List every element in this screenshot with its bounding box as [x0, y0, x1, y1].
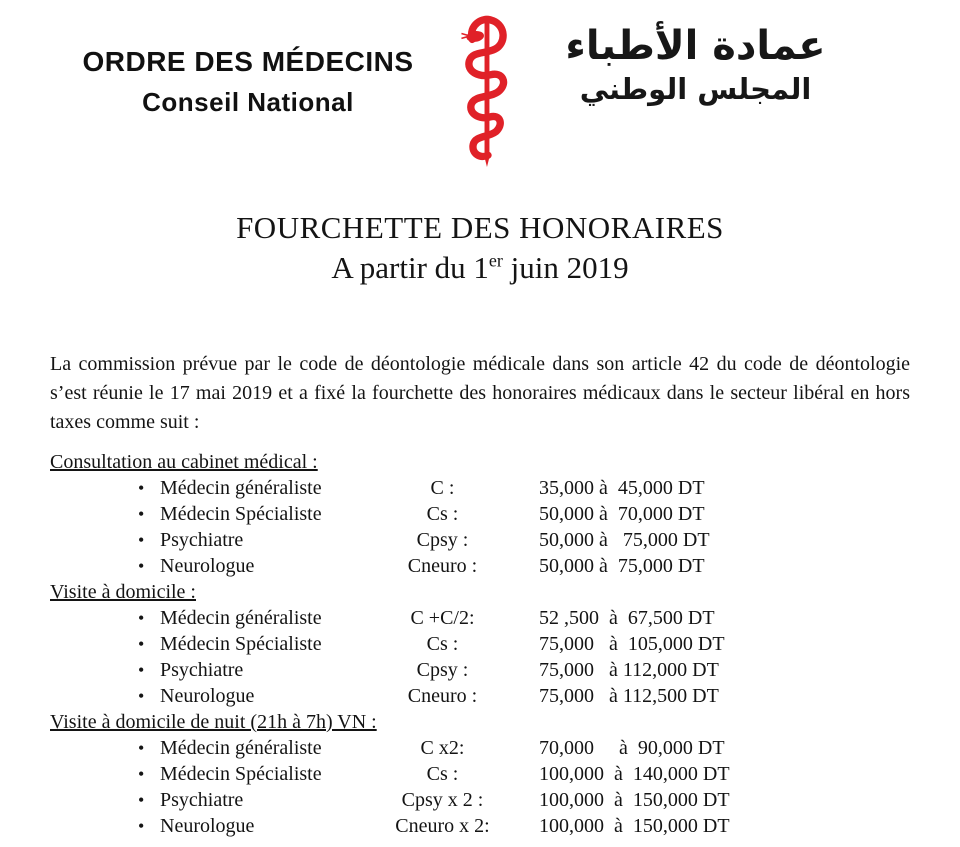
org-name-arabic [538, 22, 853, 106]
fee-range: 52 ,500 à 67,500 DT [539, 607, 715, 629]
fee-code: Cpsy : [416, 659, 469, 681]
practitioner-label: Neurologue [160, 685, 255, 707]
bullet-icon [138, 761, 160, 787]
practitioner-label: Médecin Spécialiste [160, 633, 322, 655]
document-title [0, 210, 960, 286]
practitioner-label: Psychiatre [160, 789, 244, 811]
bullet-icon [138, 605, 160, 631]
fee-range: 35,000 à 45,000 DT [539, 477, 705, 499]
bullet-icon [138, 683, 160, 709]
intro-paragraph: La commission prévue par le code de déontologie médicale dans son article 42 du code de déontologie s’est réunie le 17 mai 2019 et a fixé la fourchette des honoraires médicaux dans le secteur libéral en hors taxes comme suit : [50, 353, 910, 433]
fee-code: Cs : [426, 633, 459, 655]
title-line2-ordinal: er [488, 250, 503, 271]
title-line2-prefix: A partir du 1 [331, 250, 489, 285]
fee-code: Cpsy : [416, 529, 469, 551]
practitioner-label: Médecin généraliste [160, 477, 322, 499]
practitioner-label: Psychiatre [160, 529, 244, 551]
practitioner-label: Psychiatre [160, 659, 244, 681]
org-name-arabic-line1: عمادة الأطباء [565, 23, 826, 69]
bullet-icon [138, 527, 160, 553]
section-heading-visite-nuit: Visite à domicile de nuit (21h à 7h) VN : [50, 711, 377, 733]
fee-range: 75,000 à 105,000 DT [539, 633, 725, 655]
fee-row [50, 683, 930, 709]
practitioner-label: Médecin généraliste [160, 607, 322, 629]
fee-row [50, 501, 930, 527]
fee-range: 100,000 à 150,000 DT [539, 789, 730, 811]
section-heading-consultation: Consultation au cabinet médical : [50, 451, 318, 473]
bullet-icon [138, 631, 160, 657]
org-name-line1: ORDRE DES MÉDECINS [82, 46, 414, 77]
fee-schedule [50, 449, 930, 839]
fee-range: 70,000 à 90,000 DT [539, 737, 725, 759]
fee-code: Cs : [426, 763, 459, 785]
fee-range: 75,000 à 112,000 DT [539, 659, 719, 681]
fee-code: C x2: [420, 737, 465, 759]
bullet-icon [138, 813, 160, 839]
fee-row [50, 475, 930, 501]
fee-row [50, 605, 930, 631]
fee-range: 50,000 à 70,000 DT [539, 503, 705, 525]
fee-code: C : [430, 477, 455, 499]
bullet-icon [138, 787, 160, 813]
fee-range: 75,000 à 112,500 DT [539, 685, 719, 707]
practitioner-label: Médecin Spécialiste [160, 763, 322, 785]
org-name-arabic-line2: المجلس الوطني [579, 72, 812, 106]
title-line2 [0, 250, 960, 286]
practitioner-label: Neurologue [160, 555, 255, 577]
fee-range: 50,000 à 75,000 DT [539, 555, 705, 577]
practitioner-label: Médecin généraliste [160, 737, 322, 759]
fee-row [50, 631, 930, 657]
fee-code: Cpsy x 2 : [401, 789, 484, 811]
fee-code: Cneuro x 2: [395, 815, 490, 837]
fee-row [50, 761, 930, 787]
practitioner-label: Neurologue [160, 815, 255, 837]
title-line1: FOURCHETTE DES HONORAIRES [236, 210, 724, 245]
section-heading-visite-domicile: Visite à domicile : [50, 581, 196, 603]
fee-row [50, 527, 930, 553]
fee-code: C +C/2: [410, 607, 475, 629]
org-name-french [80, 46, 416, 118]
fee-row [50, 735, 930, 761]
bullet-icon [138, 553, 160, 579]
bullet-icon [138, 657, 160, 683]
title-line2-suffix: juin 2019 [502, 250, 629, 285]
bullet-icon [138, 501, 160, 527]
fee-code: Cs : [426, 503, 459, 525]
fee-range: 100,000 à 140,000 DT [539, 763, 730, 785]
fee-row [50, 657, 930, 683]
practitioner-label: Médecin Spécialiste [160, 503, 322, 525]
fee-code: Cneuro : [407, 555, 478, 577]
fee-range: 100,000 à 150,000 DT [539, 815, 730, 837]
bullet-icon [138, 475, 160, 501]
fee-row [50, 813, 930, 839]
fee-row [50, 553, 930, 579]
fee-code: Cneuro : [407, 685, 478, 707]
fee-range: 50,000 à 75,000 DT [539, 529, 710, 551]
fee-row [50, 787, 930, 813]
rod-of-asclepius-icon [450, 6, 522, 168]
bullet-icon [138, 735, 160, 761]
org-name-line2: Conseil National [142, 87, 354, 117]
